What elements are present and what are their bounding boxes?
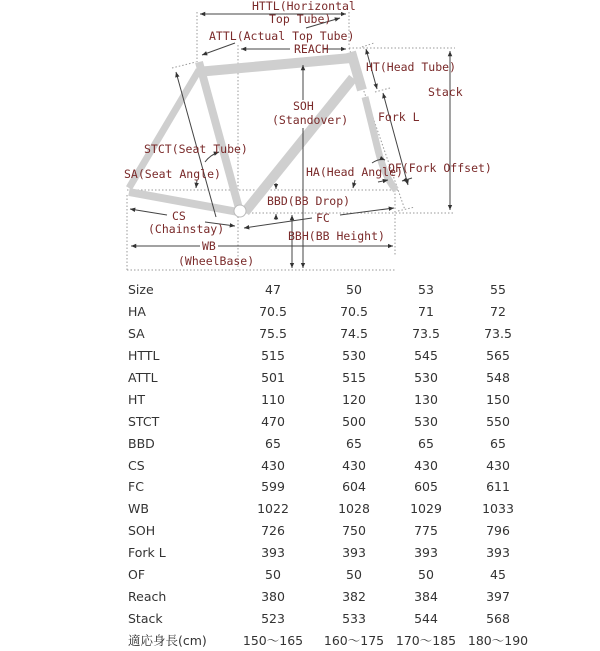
cell-size-53: 430: [414, 457, 438, 473]
cell-size-53: 393: [414, 545, 438, 561]
column-header-53: 53: [418, 282, 434, 298]
row-label: Fork L: [128, 545, 166, 561]
cell-size-55: 72: [490, 304, 506, 320]
cell-size-50: 382: [342, 588, 366, 604]
row-label: HT: [128, 391, 146, 407]
column-header-size: Size: [128, 282, 154, 298]
cell-size-50: 120: [342, 391, 366, 407]
table-row: [0, 585, 600, 607]
table-row: [0, 301, 600, 323]
frame-geometry-diagram: [0, 0, 600, 275]
label-fork-l: Fork L: [378, 110, 420, 124]
bike-frame: [129, 52, 396, 217]
row-label: STCT: [128, 413, 160, 429]
cell-size-55: 430: [486, 457, 510, 473]
cell-size-53: 170〜185: [395, 633, 457, 649]
cs-arrow: [130, 209, 167, 215]
cell-size-55: 611: [486, 479, 510, 495]
table-row: [0, 345, 600, 367]
row-label: 適応身長(cm): [128, 633, 207, 649]
top-tube: [197, 58, 351, 72]
cell-size-47: 1022: [257, 501, 289, 517]
cell-size-47: 50: [265, 567, 281, 583]
cell-size-55: 73.5: [484, 326, 512, 342]
cell-size-50: 530: [342, 348, 366, 364]
label-stack: Stack: [428, 85, 463, 99]
cell-size-53: 605: [414, 479, 438, 495]
row-label: Reach: [128, 588, 167, 604]
label-of: OF(Fork Offset): [388, 161, 492, 175]
row-label: Stack: [128, 610, 163, 626]
table-row: [0, 542, 600, 564]
label-httl: HTTL(Horizontal: [252, 0, 356, 13]
table-row: [0, 367, 600, 389]
cell-size-47: 75.5: [259, 326, 287, 342]
column-header-50: 50: [346, 282, 362, 298]
row-label: SOH: [128, 523, 156, 539]
label-soh: SOH: [293, 99, 314, 113]
row-label: CS: [128, 457, 145, 473]
cell-size-55: 180〜190: [467, 633, 529, 649]
table-row: [0, 476, 600, 498]
column-header-47: 47: [265, 282, 281, 298]
cell-size-50: 393: [342, 545, 366, 561]
label-bbh: BBH(BB Height): [288, 229, 385, 243]
fc-arrow: [244, 218, 312, 228]
cell-size-47: 430: [261, 457, 285, 473]
table-row: [0, 323, 600, 345]
label-stct: STCT(Seat Tube): [144, 142, 248, 156]
cell-size-53: 384: [414, 588, 438, 604]
cell-size-55: 565: [486, 348, 510, 364]
row-label: HA: [128, 304, 146, 320]
label-cs-2: (Chainstay): [148, 222, 225, 236]
cell-size-55: 397: [486, 588, 510, 604]
cell-size-50: 70.5: [340, 304, 368, 320]
cell-size-50: 500: [342, 413, 366, 429]
table-row: [0, 388, 600, 410]
label-fc: FC: [316, 211, 330, 225]
label-attl: ATTL(Actual Top Tube): [209, 29, 355, 43]
cell-size-55: 45: [490, 567, 506, 583]
table-row: [0, 498, 600, 520]
cell-size-47: 150〜165: [242, 633, 304, 649]
row-label: BBD: [128, 435, 155, 451]
cell-size-55: 796: [486, 523, 510, 539]
cell-size-47: 380: [261, 588, 285, 604]
cell-size-55: 65: [490, 435, 506, 451]
cell-size-55: 548: [486, 370, 510, 385]
cell-size-47: 726: [261, 523, 285, 539]
label-wb-2: (WheelBase): [178, 254, 255, 268]
cell-size-55: 150: [486, 391, 510, 407]
cell-size-50: 50: [346, 567, 362, 583]
cell-size-50: 160〜175: [323, 633, 385, 649]
cell-size-50: 515: [342, 370, 366, 385]
cell-size-47: 393: [261, 545, 285, 561]
cell-size-50: 1028: [338, 501, 370, 517]
attl-arrow: [202, 43, 235, 55]
cell-size-53: 1029: [410, 501, 442, 517]
cell-size-50: 533: [342, 610, 366, 626]
label-ht: HT(Head Tube): [366, 60, 457, 74]
cell-size-53: 71: [418, 304, 434, 320]
cell-size-50: 604: [342, 479, 366, 495]
cell-size-47: 65: [265, 435, 281, 451]
row-label: ATTL: [128, 370, 158, 385]
cell-size-47: 470: [261, 413, 285, 429]
cell-size-53: 50: [418, 567, 434, 583]
cell-size-50: 74.5: [340, 326, 368, 342]
bottom-bracket: [234, 205, 246, 217]
table-header-row: [0, 279, 600, 301]
cell-size-47: 599: [261, 479, 285, 495]
table-row: [0, 432, 600, 454]
cell-size-47: 515: [261, 348, 285, 364]
cell-size-55: 550: [486, 413, 510, 429]
cell-size-53: 544: [414, 610, 438, 626]
cell-size-47: 110: [261, 391, 285, 407]
label-soh-2: (Standover): [272, 113, 349, 127]
cell-size-53: 545: [414, 348, 438, 364]
label-httl-2: Top Tube): [269, 12, 332, 26]
cell-size-53: 530: [414, 370, 438, 385]
cell-size-50: 65: [346, 435, 362, 451]
label-wb: WB: [202, 239, 216, 253]
row-label: OF: [128, 567, 146, 583]
cell-size-50: 750: [342, 523, 366, 539]
table-row: [0, 520, 600, 542]
label-cs: CS: [172, 209, 186, 223]
table-row: [0, 564, 600, 586]
cell-size-53: 775: [414, 523, 438, 539]
cell-size-47: 523: [261, 610, 285, 626]
row-label: SA: [128, 326, 145, 342]
table-row: [0, 629, 600, 651]
cell-size-47: 70.5: [259, 304, 287, 320]
cell-size-53: 65: [418, 435, 434, 451]
cell-size-53: 130: [414, 391, 438, 407]
row-label: WB: [128, 501, 149, 517]
cell-size-55: 1033: [482, 501, 514, 517]
geometry-table: [0, 279, 600, 651]
label-sa: SA(Seat Angle): [124, 167, 221, 181]
row-label: HTTL: [128, 348, 160, 364]
cell-size-50: 430: [342, 457, 366, 473]
cell-size-53: 530: [414, 413, 438, 429]
label-ha: HA(Head Angle): [306, 165, 403, 179]
column-header-55: 55: [490, 282, 506, 298]
cell-size-47: 501: [261, 370, 285, 385]
cell-size-55: 568: [486, 610, 510, 626]
label-bbd: BBD(BB Drop): [267, 194, 351, 208]
cell-size-53: 73.5: [412, 326, 440, 342]
table-row: [0, 607, 600, 629]
table-row: [0, 454, 600, 476]
row-label: FC: [128, 479, 144, 495]
table-row: [0, 410, 600, 432]
cell-size-55: 393: [486, 545, 510, 561]
label-reach: REACH: [294, 42, 329, 56]
